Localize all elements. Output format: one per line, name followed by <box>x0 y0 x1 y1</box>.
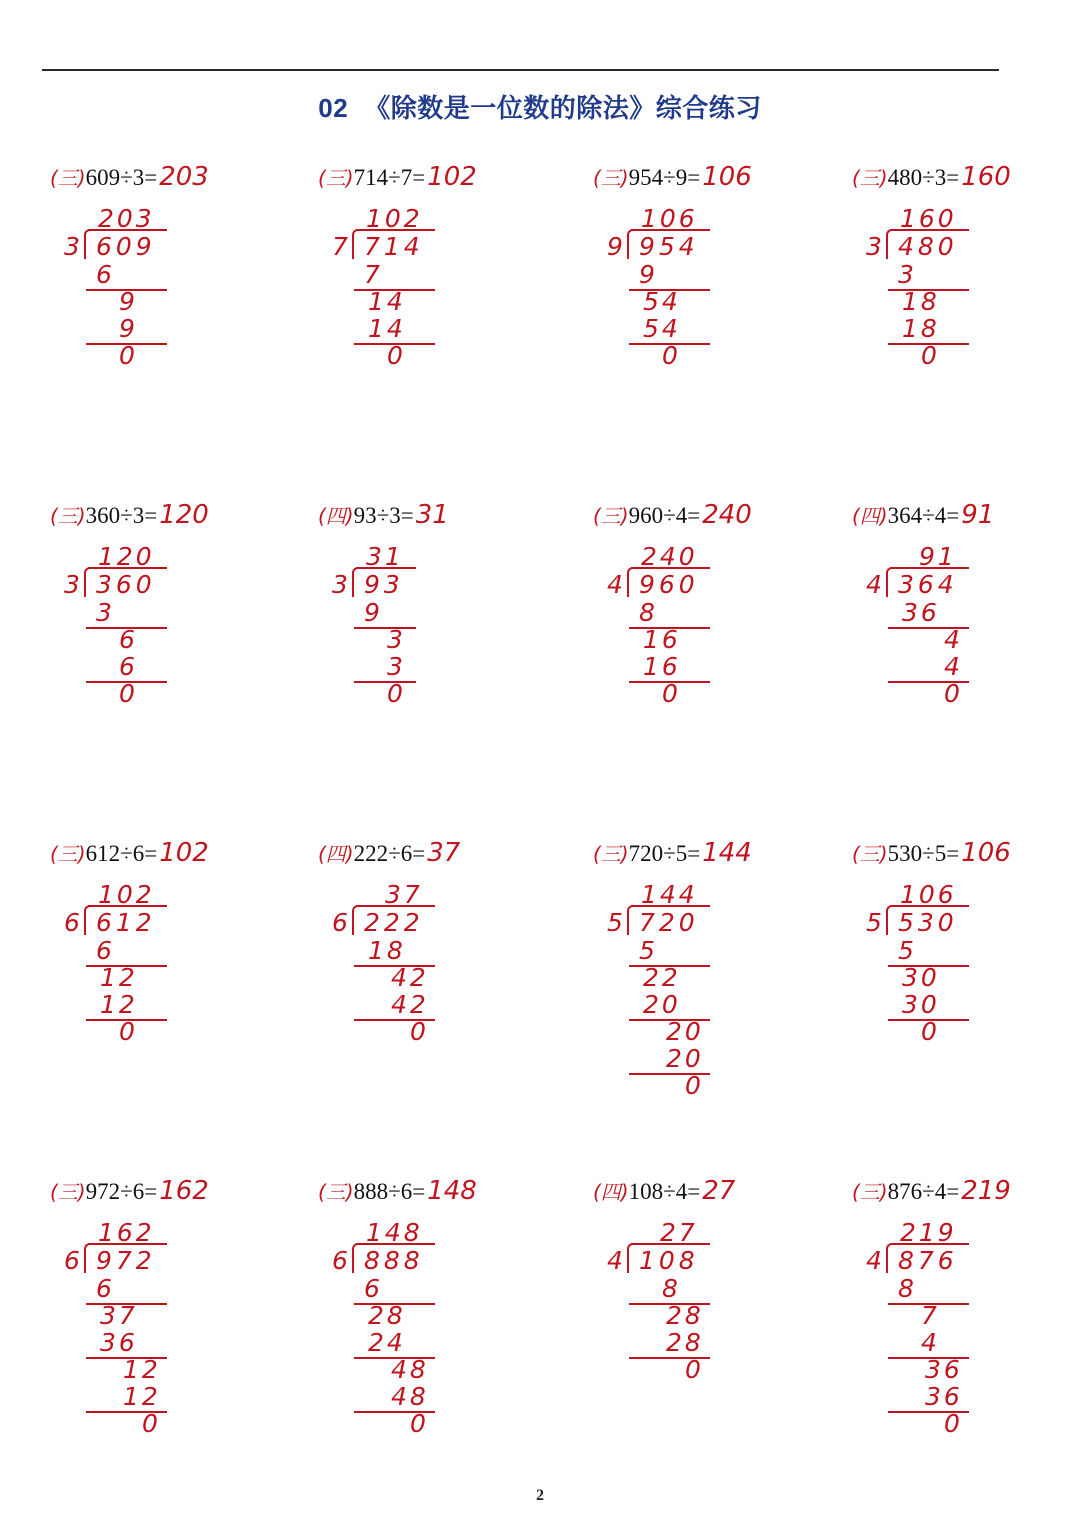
division-step: 18 <box>368 936 406 965</box>
divisor: 5 <box>866 908 882 937</box>
division-step: 8 <box>898 1274 917 1303</box>
division-step: 30 <box>902 990 940 1019</box>
problem-prefix: (三) <box>318 1180 354 1204</box>
division-step: 14 <box>368 287 406 316</box>
division-step: 0 <box>119 679 138 708</box>
division-step: 18 <box>902 287 940 316</box>
dividend: 714 <box>364 232 424 261</box>
quotient-bar <box>88 567 167 569</box>
quotient-bar <box>356 229 435 231</box>
quotient: 219 <box>900 1218 957 1247</box>
division-problem <box>852 838 1080 1138</box>
division-step: 0 <box>387 679 406 708</box>
dividend: 876 <box>898 1246 958 1275</box>
division-problem <box>593 500 843 800</box>
dividend: 108 <box>639 1246 699 1275</box>
handwritten-answer: 240 <box>702 500 752 530</box>
problem-prefix: (三) <box>593 166 629 190</box>
dividend: 530 <box>898 908 958 937</box>
quotient: 203 <box>98 204 155 233</box>
division-step: 0 <box>944 1409 963 1438</box>
problem-expression: 530÷5= <box>887 841 960 866</box>
divisor: 7 <box>332 232 348 261</box>
division-step: 6 <box>96 1274 115 1303</box>
quotient-bar <box>88 1243 167 1245</box>
division-step: 37 <box>100 1301 138 1330</box>
problem-prefix: (三) <box>50 504 86 528</box>
division-step: 5 <box>898 936 917 965</box>
long-division-work <box>318 846 558 1146</box>
divisor: 6 <box>64 908 80 937</box>
problem-prefix: (三) <box>593 842 629 866</box>
division-step: 9 <box>119 287 138 316</box>
problem-prefix: (三) <box>593 504 629 528</box>
division-problem <box>318 838 568 1138</box>
division-step: 28 <box>666 1328 704 1357</box>
division-step: 4 <box>921 1328 940 1357</box>
division-step: 0 <box>119 1017 138 1046</box>
problem-prefix: (四) <box>852 504 888 528</box>
division-bracket <box>627 1243 639 1273</box>
division-step: 42 <box>391 990 429 1019</box>
handwritten-answer: 106 <box>961 838 1011 868</box>
divisor: 3 <box>64 570 80 599</box>
division-step: 8 <box>662 1274 681 1303</box>
division-step: 6 <box>364 1274 383 1303</box>
section-number: 02 <box>318 93 349 123</box>
long-division-work <box>852 846 1080 1146</box>
division-step: 28 <box>666 1301 704 1330</box>
divisor: 4 <box>607 570 623 599</box>
division-problem <box>593 1176 843 1476</box>
division-problem <box>852 500 1080 800</box>
division-step: 14 <box>368 314 406 343</box>
problem-expression: 480÷3= <box>887 165 960 190</box>
handwritten-answer: 219 <box>961 1176 1011 1206</box>
division-problem <box>50 500 300 800</box>
quotient: 148 <box>366 1218 423 1247</box>
problem-prefix: (三) <box>50 166 86 190</box>
problem-expression: 222÷6= <box>353 841 426 866</box>
division-step: 30 <box>902 963 940 992</box>
problem-expression: 954÷9= <box>628 165 701 190</box>
division-step: 12 <box>100 963 138 992</box>
division-problem <box>318 500 568 800</box>
division-step: 0 <box>662 679 681 708</box>
problem-prefix: (四) <box>318 842 354 866</box>
division-step: 6 <box>119 625 138 654</box>
long-division-work <box>318 170 558 470</box>
division-step: 54 <box>643 314 681 343</box>
long-division-work <box>593 170 833 470</box>
division-step: 3 <box>387 652 406 681</box>
division-step: 16 <box>643 625 681 654</box>
handwritten-answer: 106 <box>702 162 752 192</box>
quotient-bar <box>890 567 969 569</box>
long-division-work <box>318 508 558 808</box>
long-division-work <box>593 846 833 1146</box>
divisor: 3 <box>866 232 882 261</box>
divisor: 6 <box>332 1246 348 1275</box>
division-problem <box>50 838 300 1138</box>
divisor: 6 <box>332 908 348 937</box>
division-problem <box>852 1176 1080 1476</box>
division-step: 0 <box>662 341 681 370</box>
division-step: 20 <box>643 990 681 1019</box>
problem-expression: 609÷3= <box>85 165 158 190</box>
quotient: 160 <box>900 204 957 233</box>
division-bracket <box>886 567 898 597</box>
problem-prefix: (四) <box>318 504 354 528</box>
division-bracket <box>627 905 639 935</box>
division-step: 0 <box>410 1409 429 1438</box>
quotient: 240 <box>641 542 698 571</box>
dividend: 888 <box>364 1246 424 1275</box>
division-step: 20 <box>666 1017 704 1046</box>
divisor: 9 <box>607 232 623 261</box>
division-bracket <box>352 229 364 259</box>
quotient: 162 <box>98 1218 155 1247</box>
division-problem <box>593 838 843 1138</box>
division-step: 7 <box>921 1301 940 1330</box>
handwritten-answer: 148 <box>427 1176 477 1206</box>
divisor: 4 <box>866 1246 882 1275</box>
handwritten-answer: 27 <box>702 1176 736 1206</box>
problem-expression: 612÷6= <box>85 841 158 866</box>
dividend: 972 <box>96 1246 156 1275</box>
handwritten-answer: 162 <box>159 1176 209 1206</box>
dividend: 609 <box>96 232 156 261</box>
division-step: 0 <box>685 1071 704 1100</box>
dividend: 960 <box>639 570 699 599</box>
division-problem <box>852 162 1080 462</box>
division-bracket <box>352 905 364 935</box>
dividend: 360 <box>96 570 156 599</box>
division-step: 36 <box>100 1328 138 1357</box>
division-step: 6 <box>96 936 115 965</box>
division-bracket <box>627 229 639 259</box>
division-step: 12 <box>100 990 138 1019</box>
division-step: 16 <box>643 652 681 681</box>
division-step: 12 <box>123 1382 161 1411</box>
division-problem <box>318 1176 568 1476</box>
division-problem <box>50 162 300 462</box>
division-step: 8 <box>639 598 658 627</box>
division-step: 24 <box>368 1328 406 1357</box>
division-step: 6 <box>96 260 115 289</box>
division-step: 0 <box>685 1355 704 1384</box>
division-step: 9 <box>119 314 138 343</box>
quotient-bar <box>356 567 416 569</box>
page-title: 《除数是一位数的除法》综合练习 <box>364 94 762 124</box>
quotient: 31 <box>366 542 404 571</box>
dividend: 480 <box>898 232 958 261</box>
division-bracket <box>886 1243 898 1273</box>
division-step: 36 <box>925 1382 963 1411</box>
page-number: 2 <box>536 1487 544 1504</box>
quotient: 106 <box>900 880 957 909</box>
division-bracket <box>352 1243 364 1273</box>
division-problem <box>318 162 568 462</box>
dividend: 954 <box>639 232 699 261</box>
quotient-bar <box>356 905 435 907</box>
quotient: 27 <box>660 1218 698 1247</box>
dividend: 364 <box>898 570 958 599</box>
quotient: 120 <box>98 542 155 571</box>
dividend: 93 <box>364 570 404 599</box>
division-bracket <box>84 1243 96 1273</box>
division-step: 48 <box>391 1355 429 1384</box>
division-step: 3 <box>387 625 406 654</box>
quotient: 102 <box>98 880 155 909</box>
division-step: 0 <box>921 341 940 370</box>
division-step: 0 <box>387 341 406 370</box>
quotient: 91 <box>919 542 957 571</box>
division-step: 0 <box>410 1017 429 1046</box>
problem-expression: 972÷6= <box>85 1179 158 1204</box>
division-bracket <box>627 567 639 597</box>
quotient-bar <box>631 1243 710 1245</box>
problem-expression: 960÷4= <box>628 503 701 528</box>
quotient-bar <box>890 905 969 907</box>
long-division-work <box>593 1184 833 1484</box>
division-step: 0 <box>142 1409 161 1438</box>
handwritten-answer: 120 <box>159 500 209 530</box>
problem-expression: 360÷3= <box>85 503 158 528</box>
division-step: 0 <box>921 1017 940 1046</box>
division-bracket <box>84 567 96 597</box>
problem-prefix: (三) <box>50 842 86 866</box>
divisor: 6 <box>64 1246 80 1275</box>
problem-expression: 876÷4= <box>887 1179 960 1204</box>
long-division-work <box>593 508 833 808</box>
division-step: 36 <box>902 598 940 627</box>
divisor: 4 <box>607 1246 623 1275</box>
problem-expression: 714÷7= <box>353 165 426 190</box>
division-bracket <box>352 567 364 597</box>
quotient-bar <box>631 229 710 231</box>
problem-prefix: (四) <box>593 1180 629 1204</box>
quotient-bar <box>631 905 710 907</box>
division-step: 4 <box>944 625 963 654</box>
division-step: 9 <box>364 598 383 627</box>
long-division-work <box>318 1184 558 1484</box>
dividend: 222 <box>364 908 424 937</box>
division-step: 48 <box>391 1382 429 1411</box>
division-bracket <box>84 229 96 259</box>
handwritten-answer: 91 <box>961 500 995 530</box>
long-division-work <box>50 1184 290 1484</box>
subtraction-rule <box>354 681 416 683</box>
division-step: 3 <box>96 598 115 627</box>
long-division-work <box>50 846 290 1146</box>
quotient: 37 <box>385 880 423 909</box>
dividend: 720 <box>639 908 699 937</box>
quotient-bar <box>88 905 167 907</box>
long-division-work <box>852 170 1080 470</box>
problem-prefix: (三) <box>852 1180 888 1204</box>
problem-expression: 108÷4= <box>628 1179 701 1204</box>
handwritten-answer: 203 <box>159 162 209 192</box>
problem-expression: 888÷6= <box>353 1179 426 1204</box>
handwritten-answer: 102 <box>427 162 477 192</box>
long-division-work <box>50 170 290 470</box>
quotient-bar <box>356 1243 435 1245</box>
problem-prefix: (三) <box>852 842 888 866</box>
division-step: 4 <box>944 652 963 681</box>
quotient-bar <box>631 567 710 569</box>
division-problem <box>593 162 843 462</box>
handwritten-answer: 102 <box>159 838 209 868</box>
division-step: 36 <box>925 1355 963 1384</box>
problem-prefix: (三) <box>852 166 888 190</box>
quotient: 106 <box>641 204 698 233</box>
problem-expression: 720÷5= <box>628 841 701 866</box>
division-step: 7 <box>364 260 383 289</box>
division-bracket <box>886 905 898 935</box>
division-step: 42 <box>391 963 429 992</box>
divisor: 3 <box>332 570 348 599</box>
division-step: 9 <box>639 260 658 289</box>
division-step: 18 <box>902 314 940 343</box>
division-step: 12 <box>123 1355 161 1384</box>
division-step: 6 <box>119 652 138 681</box>
division-step: 3 <box>898 260 917 289</box>
long-division-work <box>852 1184 1080 1484</box>
divisor: 3 <box>64 232 80 261</box>
handwritten-answer: 37 <box>427 838 461 868</box>
division-step: 20 <box>666 1044 704 1073</box>
division-step: 28 <box>368 1301 406 1330</box>
division-step: 5 <box>639 936 658 965</box>
problem-prefix: (三) <box>50 1180 86 1204</box>
division-bracket <box>886 229 898 259</box>
division-step: 54 <box>643 287 681 316</box>
quotient: 144 <box>641 880 698 909</box>
quotient-bar <box>890 1243 969 1245</box>
division-problem <box>50 1176 300 1476</box>
problem-expression: 93÷3= <box>353 503 414 528</box>
problem-expression: 364÷4= <box>887 503 960 528</box>
division-bracket <box>84 905 96 935</box>
divisor: 4 <box>866 570 882 599</box>
quotient: 102 <box>366 204 423 233</box>
divisor: 5 <box>607 908 623 937</box>
division-step: 22 <box>643 963 681 992</box>
quotient-bar <box>890 229 969 231</box>
problem-prefix: (三) <box>318 166 354 190</box>
division-step: 0 <box>944 679 963 708</box>
long-division-work <box>50 508 290 808</box>
handwritten-answer: 31 <box>415 500 449 530</box>
quotient-bar <box>88 229 167 231</box>
division-step: 0 <box>119 341 138 370</box>
dividend: 612 <box>96 908 156 937</box>
handwritten-answer: 144 <box>702 838 752 868</box>
long-division-work <box>852 508 1080 808</box>
subtraction-rule <box>354 627 416 629</box>
handwritten-answer: 160 <box>961 162 1011 192</box>
